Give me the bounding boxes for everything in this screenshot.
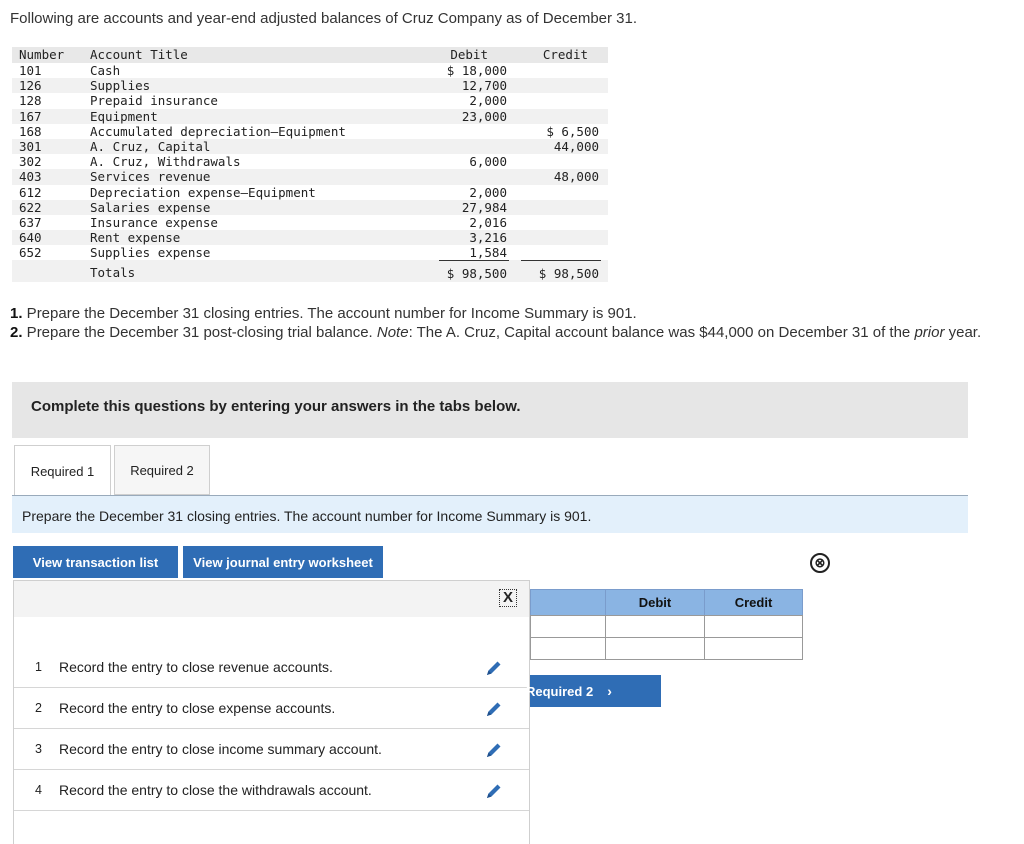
account-number: 652 — [19, 245, 42, 261]
view-journal-worksheet-button[interactable]: View journal entry worksheet — [183, 546, 383, 578]
grid-cell — [530, 615, 606, 638]
account-number: 128 — [19, 93, 42, 109]
pencil-icon[interactable] — [484, 740, 504, 760]
table-row — [12, 185, 608, 200]
question-2-note: Note — [376, 324, 409, 341]
debit-value: 2,000 — [469, 93, 507, 109]
account-title: Accumulated depreciation—Equipment — [90, 123, 346, 139]
account-number: 101 — [19, 63, 42, 78]
table-row — [12, 200, 608, 215]
panel-header — [14, 581, 529, 617]
instruction-text: Prepare the December 31 closing entries. The account number for Income Summary is 901. — [22, 508, 592, 524]
table-row — [12, 230, 608, 245]
grid-cell — [704, 615, 803, 638]
account-title: Salaries expense — [90, 199, 211, 215]
credit-value: $ 6,500 — [546, 123, 599, 139]
account-title: Supplies — [90, 78, 151, 94]
trial-balance-table — [12, 47, 608, 282]
grid-cell — [704, 637, 803, 660]
pencil-icon[interactable] — [484, 781, 504, 801]
credit-value: 44,000 — [553, 138, 599, 154]
chevron-right-icon: › — [607, 683, 612, 699]
account-title: Rent expense — [90, 230, 181, 246]
expand-icon[interactable]: X — [499, 589, 517, 607]
table-row — [12, 169, 608, 184]
account-title: Equipment — [90, 108, 158, 124]
debit-value: 12,700 — [461, 78, 507, 94]
account-number: 637 — [19, 214, 42, 230]
grid-header-credit: Credit — [704, 589, 803, 616]
debit-value: 1,584 — [469, 245, 507, 261]
debit-value: 23,000 — [461, 108, 507, 124]
question-1-number: 1. — [10, 305, 23, 322]
account-title: Services revenue — [90, 169, 211, 185]
grid-header-debit: Debit — [605, 589, 705, 616]
totals-debit: $ 98,500 — [439, 260, 509, 287]
debit-value: 27,984 — [461, 199, 507, 215]
totals-credit: $ 98,500 — [521, 260, 601, 287]
question-text — [10, 304, 1010, 342]
transaction-list-panel — [13, 580, 530, 844]
account-number: 168 — [19, 123, 42, 139]
journal-grid — [530, 589, 803, 664]
account-title: Depreciation expense—Equipment — [90, 184, 316, 200]
entry-text: Record the entry to close the withdrawals account. — [59, 782, 372, 798]
list-item — [14, 689, 529, 729]
account-number: 167 — [19, 108, 42, 124]
account-title: Insurance expense — [90, 214, 218, 230]
grid-cell — [530, 637, 606, 660]
question-2 — [10, 323, 1010, 342]
view-transaction-list-button[interactable]: View transaction list — [13, 546, 178, 578]
header-title: Account Title — [90, 47, 188, 62]
debit-value: 2,016 — [469, 214, 507, 230]
header-number: Number — [19, 47, 65, 62]
account-title: A. Cruz, Withdrawals — [90, 154, 241, 170]
header-credit: Credit — [542, 47, 588, 62]
entry-text: Record the entry to close revenue accounts. — [59, 659, 333, 675]
grid-cell — [605, 615, 705, 638]
table-row — [12, 124, 608, 139]
account-number: 403 — [19, 169, 42, 185]
account-title: Cash — [90, 63, 121, 78]
tab-required-2[interactable]: Required 2 — [114, 445, 210, 495]
question-2-text-c: year. — [944, 324, 982, 341]
totals-label: Totals — [90, 265, 136, 281]
list-item — [14, 771, 529, 811]
grid-cell — [605, 637, 705, 660]
header-debit: Debit — [450, 47, 488, 62]
table-row — [12, 109, 608, 124]
question-1-text: Prepare the December 31 closing entries. The account number for Income Summary is 901. — [22, 305, 637, 322]
table-row — [12, 139, 608, 154]
table-row — [12, 245, 608, 260]
next-required-2-button[interactable] — [526, 675, 661, 707]
question-2-number: 2. — [10, 324, 23, 341]
account-number: 126 — [19, 78, 42, 94]
account-number: 640 — [19, 230, 42, 246]
entry-text: Record the entry to close expense accounts. — [59, 700, 336, 716]
pencil-icon[interactable] — [484, 658, 504, 678]
account-title: A. Cruz, Capital — [90, 138, 211, 154]
table-row — [12, 93, 608, 108]
debit-value: 6,000 — [469, 154, 507, 170]
debit-value: $ 18,000 — [446, 63, 507, 78]
account-title: Prepaid insurance — [90, 93, 218, 109]
complete-prompt: Complete this questions by entering your answers in the tabs below. — [31, 398, 521, 415]
intro-text: Following are accounts and year-end adjusted balances of Cruz Company as of December 31. — [10, 10, 638, 27]
close-icon[interactable]: ⊗ — [810, 553, 830, 573]
entry-number: 2 — [35, 701, 42, 715]
tab-required-1[interactable]: Required 1 — [14, 445, 111, 496]
table-row — [12, 215, 608, 230]
table-row — [12, 154, 608, 169]
instruction-bar — [12, 496, 968, 533]
pencil-icon[interactable] — [484, 699, 504, 719]
entry-text: Record the entry to close income summary account. — [59, 741, 382, 757]
account-number: 622 — [19, 199, 42, 215]
table-row — [12, 78, 608, 93]
list-item — [14, 730, 529, 770]
grid-header-account — [530, 589, 606, 616]
complete-prompt-box — [12, 382, 968, 438]
entry-number: 1 — [35, 660, 42, 674]
table-row — [12, 63, 608, 78]
account-number: 302 — [19, 154, 42, 170]
question-2-text-b: : The A. Cruz, Capital account balance was $44,000 on December 31 of the — [408, 324, 915, 341]
totals-row — [12, 260, 608, 282]
entry-number: 4 — [35, 783, 42, 797]
account-number: 301 — [19, 138, 42, 154]
account-number: 612 — [19, 184, 42, 200]
question-2-text-a: Prepare the December 31 post-closing trial balance. — [22, 324, 377, 341]
debit-value: 3,216 — [469, 230, 507, 246]
table-header — [12, 47, 608, 63]
credit-value: 48,000 — [553, 169, 599, 185]
question-2-prior: prior — [914, 324, 945, 341]
question-1 — [10, 304, 1010, 323]
account-title: Supplies expense — [90, 245, 211, 261]
debit-value: 2,000 — [469, 184, 507, 200]
entry-number: 3 — [35, 742, 42, 756]
next-button-label: Required 2 — [526, 683, 594, 699]
list-item — [14, 648, 529, 688]
